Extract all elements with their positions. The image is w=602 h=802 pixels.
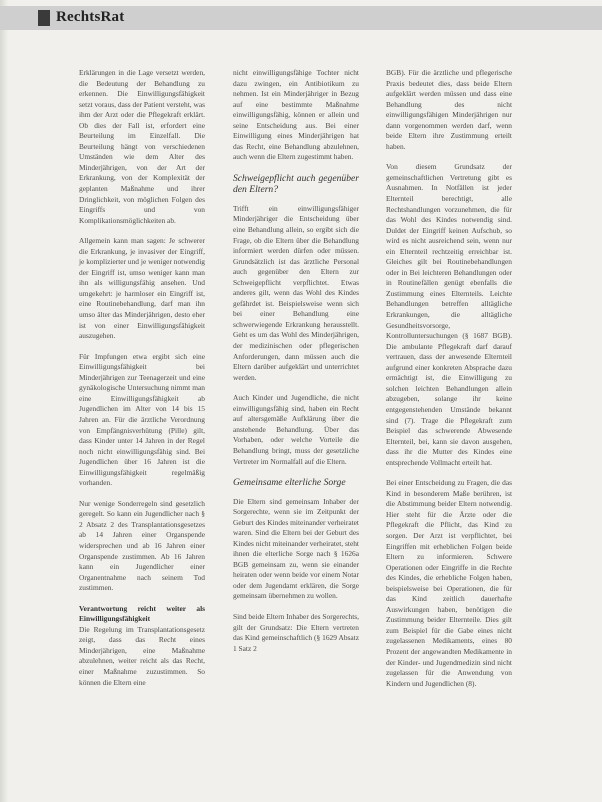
paragraph: Bei einer Entscheidung zu Fragen, die das Kind in besonderem Maße berühren, ist die Abstimmung beider Eltern notwendig. Hier steht für die Ärzte oder die Pflegekraft die Pflicht, das Kind zu sorgen. Der Arzt ist verpflichtet, bei Eingriffen mit erheblichen Folgen beide Eltern zu informieren. Schwere Operationen oder Eingriffe in die Rechte des Kindes, die erhebliche Folgen haben, beispielsweise bei Operationen, die für das Kind zeitlich dauerhafte Auswirkungen haben, benötigen die Zustimmung beider Elternteile. Dies gilt zum Beispiel für die Gabe eines nicht zugelassenen Medikaments, eines 80 Prozent der angewandten Medikamente in der Kinder- und Jugendmedizin sind nicht zugelassen für die Anwendung von Kindern und Jugendlichen (8). (386, 478, 512, 688)
paragraph: BGB). Für die ärztliche und pflegerische Praxis bedeutet dies, dass beide Eltern aufgeklärt werden müssen und dass eine Behandlung des nicht einwilligungsfähigen Minderjährigen nur dann vorgenommen werden darf, wenn beide Eltern ihre Zustimmung erteilt haben. (386, 68, 512, 151)
paragraph: Die Eltern sind gemeinsam Inhaber der Sorgerechte, wenn sie im Zeitpunkt der Geburt des Kindes miteinander verheiratet waren. Sind die Eltern bei der Geburt des Kindes nicht miteinander verheiratet, steht ihnen die elterliche Sorge nach § 1626a BGB gemeinsam zu, wenn sie einander heiraten oder wenn beide vor einem Notar oder dem Jugendamt erklären, die Sorge gemeinsam übernehmen zu wollen. (233, 496, 359, 601)
paragraph: Allgemein kann man sagen: Je schwerer die Erkrankung, je invasiver der Eingriff, je komplizierter und je weniger notwendig der Eingriff ist, umso weniger kann man ihn als willigungsfähig ansehen. Und umgekehrt: je harmloser ein Eingriff ist, eine Routinebehandlung, darf man ihn umso älter das Minderjährigen, desto eher ist von einer Einwilligungsfähigkeit auszugehen. (79, 236, 205, 341)
paragraph: Für Impfungen etwa ergibt sich eine Einwilligungsfähigkeit bei Minderjährigen zur Teenagerzeit und eine gynäkologische Untersuchung nimmt man eine Einwilligungsfähigkeit ab Jugendlichen im Alter von 14 bis 15 Jahren an. Für die ärztliche Verordnung von Empfängnisverhütung (Pille) gilt, dass Kinder unter 14 Jahren in der Regel noch nicht einwilligungsfähig sind. Bei Jugendlichen über 16 Jahren ist die Einwilligungsfähigkeit regelmäßig vorhanden. (79, 351, 205, 488)
paragraph: Trifft ein einwilligungsfähiger Minderjähriger die Entscheidung über eine Behandlung allein, so ergibt sich die Frage, ob die Eltern über die Behandlung informiert werden dürfen oder müssen. Grundsätzlich ist das ärztliche Personal auch gegenüber den Eltern zur Schweigepflicht verpflichtet. Etwas anderes gilt, wenn das Wohl des Kindes gefährdet ist. Beispielsweise wenn sich bei einer Behandlung eine schwerwiegende Erkrankung herausstellt. Geht es um das Wohl des Minderjährigen, der medizinischen oder pflegerischen Anforderungen, dann müssen auch die Eltern darüber aufgeklärt und unterrichtet werden. (233, 203, 359, 382)
text-column-3 (386, 68, 512, 689)
text-column-2 (233, 68, 359, 654)
text-column-1 (79, 68, 205, 688)
subheading: Verantwortung reicht weiter als Einwilligungsfähigkeit (79, 603, 205, 624)
paragraph: Auch Kinder und Jugendliche, die nicht einwilligungsfähig sind, haben ein Recht auf altersgemäße Aufklärung über die anstehende Behandlung. Über das Vorhaben, oder welche Vorteile die Behandlung bringt, muss der gesetzliche Vertreter im Normalfall auf die Eltern. (233, 393, 359, 466)
paragraph: Sind beide Eltern Inhaber des Sorgerechts, gilt der Grundsatz: Die Eltern vertreten das Kind gemeinschaftlich (§ 1629 Absatz 1 Satz 2 (233, 612, 359, 653)
page-header (0, 0, 602, 60)
header-mark-icon (38, 10, 50, 26)
section-heading: Schweigepflicht auch gegenüber den Eltern? (233, 172, 359, 196)
paragraph: Die Regelung im Transplantationsgesetz zeigt, dass das Recht eines Minderjährigen, eine Maßnahme abzulehnen, weiter reicht als das Recht, einer Maßnahme zuzustimmen. So können die Eltern eine (79, 624, 205, 687)
paragraph: Von diesem Grundsatz der gemeinschaftlichen Vertretung gibt es Ausnahmen. In Notfällen ist jeder Elternteil berechtigt, alle Rechtshandlungen vorzunehmen, die für das Wohl des Kindes notwendig sind. Duldet der Eingriff keinen Aufschub, so wird es nicht ausreichend sein, wenn nur ein Elternteil rechtzeitig erreichbar ist. Gleiches gilt bei Routinebehandlungen oder in Bei leichteren Behandlungen oder in Routinefällen genügt ebenfalls die Zustimmung eines Elternteils. Leichte Behandlungen betreffen alltägliche Erkrankungen, die alltägliche Gesundheitsvorsorge, Kontrolluntersuchungen (§ 1687 BGB). Die ambulante Pflegekraft darf darauf vertrauen, dass der anwesende Elternteil aufgrund einer konkreten Absprache dazu ermächtigt ist, die Einwilligung zu solchen leichten Behandlungen allein abzugeben, solange ihr keine entgegenstehenden Umstände bekannt sind (7). Trage die Pflegekraft zum Beispiel das schwerende Abwesende Elternteil, bei, kann sie davon ausgehen, dass ihr die Mutter des Kindes eine entsprechende Vollmacht erteilt hat. (386, 162, 512, 467)
paragraph: Erklärungen in die Lage versetzt werden, die Bedeutung der Behandlung zu erkennen. Die Einwilligungsfähigkeit setzt voraus, dass der Patient versteht, was ihm der Arzt oder die Pflegekraft erklärt. Ob dies der Fall ist, erfordert eine Beurteilung im Einzelfall. Die Beurteilung hängt von verschiedenen Umständen wie dem Alter des Minderjährigen, von der Art der Erkrankung, von der Komplexität der geplanten Maßnahme und ihrer Dringlichkeit, von möglichen Folgen des Eingriffs und von Komplikationsmöglichkeiten ab. (79, 68, 205, 225)
page-edge-shadow (0, 0, 8, 802)
paragraph: Nur wenige Sonderregeln sind gesetzlich geregelt. So kann ein Jugendlicher nach § 2 Absatz 2 des Transplantationsgesetzes ab 14 Jahren einer Organspende widersprechen und ab 16 Jahren einer Organspende zustimmen. Ab 16 Jahren kann ein Jugendlicher einer Organentnahme nach seinem Tod zustimmen. (79, 498, 205, 593)
section-title: RechtsRat (56, 9, 125, 25)
paragraph: nicht einwilligungsfähige Tochter nicht dazu zwingen, ein Antibiotikum zu nehmen. Ist ein Minderjähriger in Bezug auf eine bestimmte Maßnahme einwilligungsfähig, können er allein und seine Entscheidung aus. Bei einer Einwilligung eines Minderjährigen hat das Recht, eine Behandlung abzulehnen, auch wenn die Eltern zugestimmt haben. (233, 68, 359, 162)
section-heading: Gemeinsame elterliche Sorge (233, 477, 346, 489)
